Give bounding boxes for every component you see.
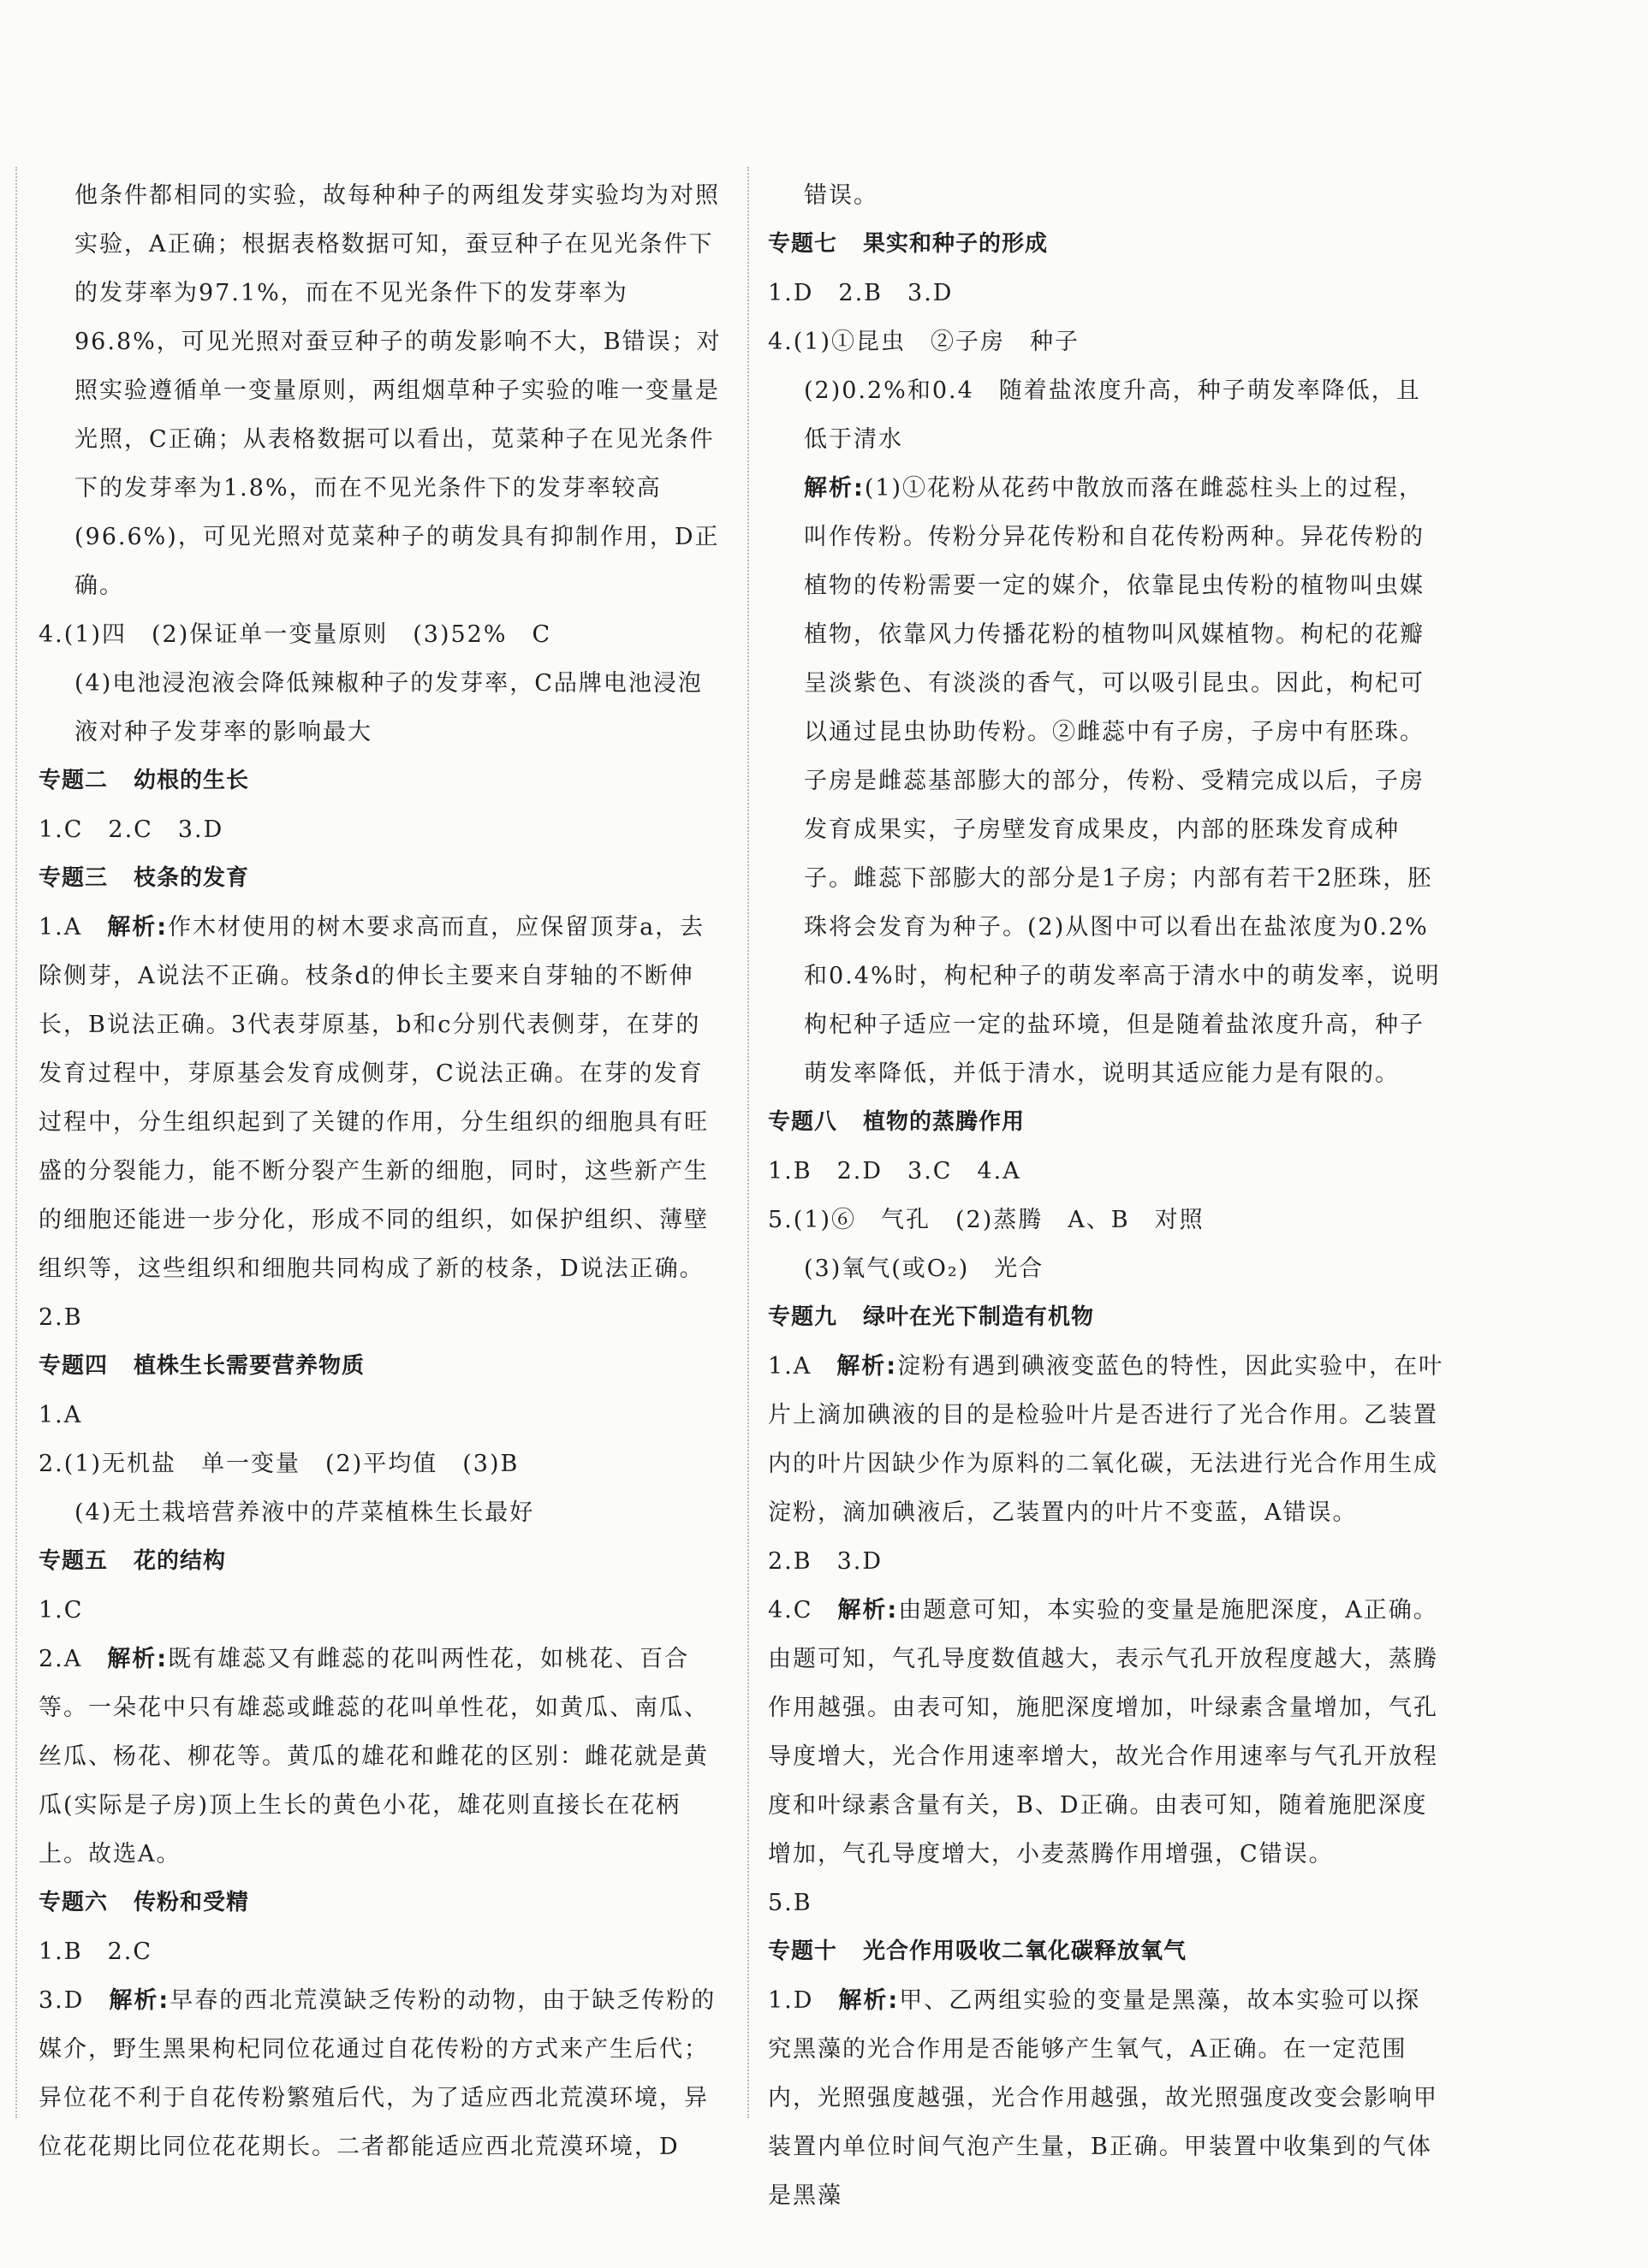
section-label: 专题六 [39, 1890, 109, 1915]
answer-explanation [768, 1586, 1444, 1879]
section-label: 专题七 [768, 231, 838, 257]
section-label: 专题四 [39, 1353, 109, 1379]
answer-explanation [768, 464, 1444, 1098]
answer-line: 1.B 2.C [39, 1938, 153, 1965]
column-divider [747, 167, 749, 2118]
section-heading [39, 757, 723, 805]
answer-line: 2.B 3.D [768, 1548, 883, 1575]
answer-line: 5.B [768, 1890, 812, 1916]
answer-line: 2.B [39, 1304, 83, 1331]
explanation-text: 既有雄蕊又有雌蕊的花叫两性花，如桃花、百合等。一朵花中只有雄蕊或雌蕊的花叫单性花，如黄瓜、南瓜、丝瓜、杨花、柳花等。黄瓜的雄花和雌花的区别：雌花就是黄瓜(实际是子房)顶上生长的黄色小花，雄花则直接长在花柄上。故选A。 [39, 1646, 709, 1867]
answer-line: (2)0.2%和0.4 随着盐浓度升高，种子萌发率降低，且低于清水 [804, 377, 1421, 453]
answer-line: (4)电池浸泡液会降低辣椒种子的发芽率，C品牌电池浸泡液对种子发芽率的影响最大 [74, 670, 703, 745]
answer-number: 3.D [39, 1987, 110, 2014]
answer-line: 1.A [39, 1402, 83, 1428]
explanation-tag: 解析: [837, 1597, 899, 1624]
answer-line: 4.(1)四 (2)保证单一变量原则 (3)52% C [39, 621, 552, 648]
explanation-text: 甲、乙两组实验的变量是黑藻，故本实验可以探究黑藻的光合作用是否能够产生氧气，A正确。在一定范围内，光照强度越强，光合作用越强，故光照强度改变会影响甲装置内单位时间气泡产生量，B正确。甲装置中收集到的气体是黑藻 [768, 1987, 1438, 2209]
answer-line: 2.(1)无机盐 单一变量 (2)平均值 (3)B [39, 1451, 520, 1477]
explanation-text: 由题意可知，本实验的变量是施肥深度，A正确。由题可知，气孔导度数值越大，表示气孔开放程度越大，蒸腾作用越强。由表可知，施肥深度增加，叶绿素含量增加，气孔导度增大，光合作用速率增大，故光合作用速率与气孔开放程度和叶绿素含量有关，B、D正确。由表可知，随着施肥深度增加，气孔导度增大，小麦蒸腾作用增强，C错误。 [768, 1597, 1438, 1867]
section-title: 幼根的生长 [134, 768, 250, 793]
answer-line: 1.B 2.D 3.C 4.A [768, 1158, 1021, 1184]
section-title: 花的结构 [134, 1548, 227, 1574]
section-heading [39, 1537, 723, 1586]
explanation-text: 作木材使用的树木要求高而直，应保留顶芽a，去除侧芽，A说法不正确。枝条d的伸长主要来自芽轴的不断伸长，B说法正确。3代表芽原基，b和c分别代表侧芽，在芽的发育过程中，芽原基会发育成侧芽，C说法正确。在芽的发育过程中，分生组织起到了关键的作用，分生组织的细胞具有旺盛的分裂能力，能不断分裂产生新的细胞，同时，这些新产生的细胞还能进一步分化，形成不同的组织，如保护组织、薄壁组织等，这些组织和细胞共同构成了新的枝条，D说法正确。 [39, 914, 709, 1282]
explanation-text: 淀粉有遇到碘液变蓝色的特性，因此实验中，在叶片上滴加碘液的目的是检验叶片是否进行了光合作用。乙装置内的叶片因缺少作为原料的二氧化碳，无法进行光合作用生成淀粉，滴加碘液后，乙装置内的叶片不变蓝，A错误。 [768, 1353, 1444, 1526]
section-heading [39, 1342, 723, 1391]
section-heading [39, 854, 723, 903]
answer-line: 错误。 [804, 182, 878, 209]
answer-line: 1.D 2.B 3.D [768, 280, 954, 306]
answer-number: 1.A [39, 914, 108, 941]
section-label: 专题二 [39, 768, 109, 793]
section-title: 植物的蒸腾作用 [863, 1109, 1026, 1135]
section-title: 传粉和受精 [134, 1890, 250, 1915]
section-heading [768, 1098, 1444, 1147]
section-label: 专题五 [39, 1548, 109, 1574]
answer-explanation [39, 1976, 723, 2171]
explanation-tag: 解析: [107, 914, 169, 941]
section-label: 专题八 [768, 1109, 838, 1135]
answer-explanation [39, 903, 723, 1293]
left-margin-rule [15, 167, 17, 2118]
section-label: 专题十 [768, 1938, 838, 1964]
left-column [39, 171, 723, 2171]
explanation-tag: 解析: [804, 475, 865, 502]
answer-line: 5.(1)⑥ 气孔 (2)蒸腾 A、B 对照 [768, 1207, 1205, 1233]
section-heading [39, 1879, 723, 1927]
explanation-tag: 解析: [836, 1353, 898, 1380]
answer-number: 1.A [768, 1353, 837, 1380]
answer-number: 1.D [768, 1987, 839, 2014]
explanation-text: (1)①花粉从花药中散放而落在雌蕊柱头上的过程，叫作传粉。传粉分异花传粉和自花传粉两种。异花传粉的植物的传粉需要一定的媒介，依靠昆虫传粉的植物叫虫媒植物，依靠风力传播花粉的植物叫风媒植物。枸杞的花瓣呈淡紫色、有淡淡的香气，可以吸引昆虫。因此，枸杞可以通过昆虫协助传粉。②雌蕊中有子房，子房中有胚珠。子房是雌蕊基部膨大的部分，传粉、受精完成以后，子房发育成果实，子房壁发育成果皮，内部的胚珠发育成种子。雌蕊下部膨大的部分是1子房；内部有若干2胚珠，胚珠将会发育为种子。(2)从图中可以看出在盐浓度为0.2%和0.4%时，枸杞种子的萌发率高于清水中的萌发率，说明枸杞种子适应一定的盐环境，但是随着盐浓度升高，种子萌发率降低，并低于清水，说明其适应能力是有限的。 [804, 475, 1441, 1087]
explanation-tag: 解析: [838, 1987, 900, 2014]
answer-number: 4.C [768, 1597, 838, 1624]
answer-line: (4)无土栽培营养液中的芹菜植株生长最好 [74, 1499, 535, 1526]
explanation-tag: 解析: [107, 1646, 169, 1672]
answer-line: 1.C [39, 1597, 84, 1624]
section-title: 植株生长需要营养物质 [134, 1353, 366, 1379]
section-title: 果实和种子的形成 [863, 231, 1049, 257]
answer-line: (3)氧气(或O₂) 光合 [804, 1256, 1044, 1282]
section-title: 枝条的发育 [134, 865, 250, 891]
section-title: 绿叶在光下制造有机物 [863, 1304, 1095, 1330]
answer-line: 1.C 2.C 3.D [39, 816, 224, 843]
answer-line: 4.(1)①昆虫 ②子房 种子 [768, 329, 1080, 355]
answer-explanation [768, 1342, 1444, 1537]
explanation-text: 早春的西北荒漠缺乏传粉的动物，由于缺乏传粉的媒介，野生黑果枸杞同位花通过自花传粉的方式来产生后代；异位花不利于自花传粉繁殖后代，为了适应西北荒漠环境，异位花花期比同位花花期长。二者都能适应西北荒漠环境，D [39, 1987, 717, 2160]
section-heading [768, 220, 1444, 269]
answer-line: 他条件都相同的实验，故每种种子的两组发芽实验均为对照实验，A正确；根据表格数据可知，蚕豆种子在见光条件下的发芽率为97.1%，而在不见光条件下的发芽率为96.8%，可见光照对蚕豆种子的萌发影响不大，B错误；对照实验遵循单一变量原则，两组烟草种子实验的唯一变量是光照，C正确；从表格数据可以看出，苋菜种子在见光条件下的发芽率为1.8%，而在不见光条件下的发芽率较高(96.6%)，可见光照对苋菜种子的萌发具有抑制作用，D正确。 [74, 182, 722, 599]
section-title: 光合作用吸收二氧化碳释放氧气 [863, 1938, 1187, 1964]
answer-number: 2.A [39, 1646, 108, 1672]
right-column [768, 171, 1444, 2220]
answer-explanation [768, 1976, 1444, 2220]
section-heading [768, 1293, 1444, 1342]
section-label: 专题三 [39, 865, 109, 891]
answer-explanation [39, 1635, 723, 1879]
explanation-tag: 解析: [109, 1987, 170, 2014]
section-heading [768, 1927, 1444, 1976]
section-label: 专题九 [768, 1304, 838, 1330]
